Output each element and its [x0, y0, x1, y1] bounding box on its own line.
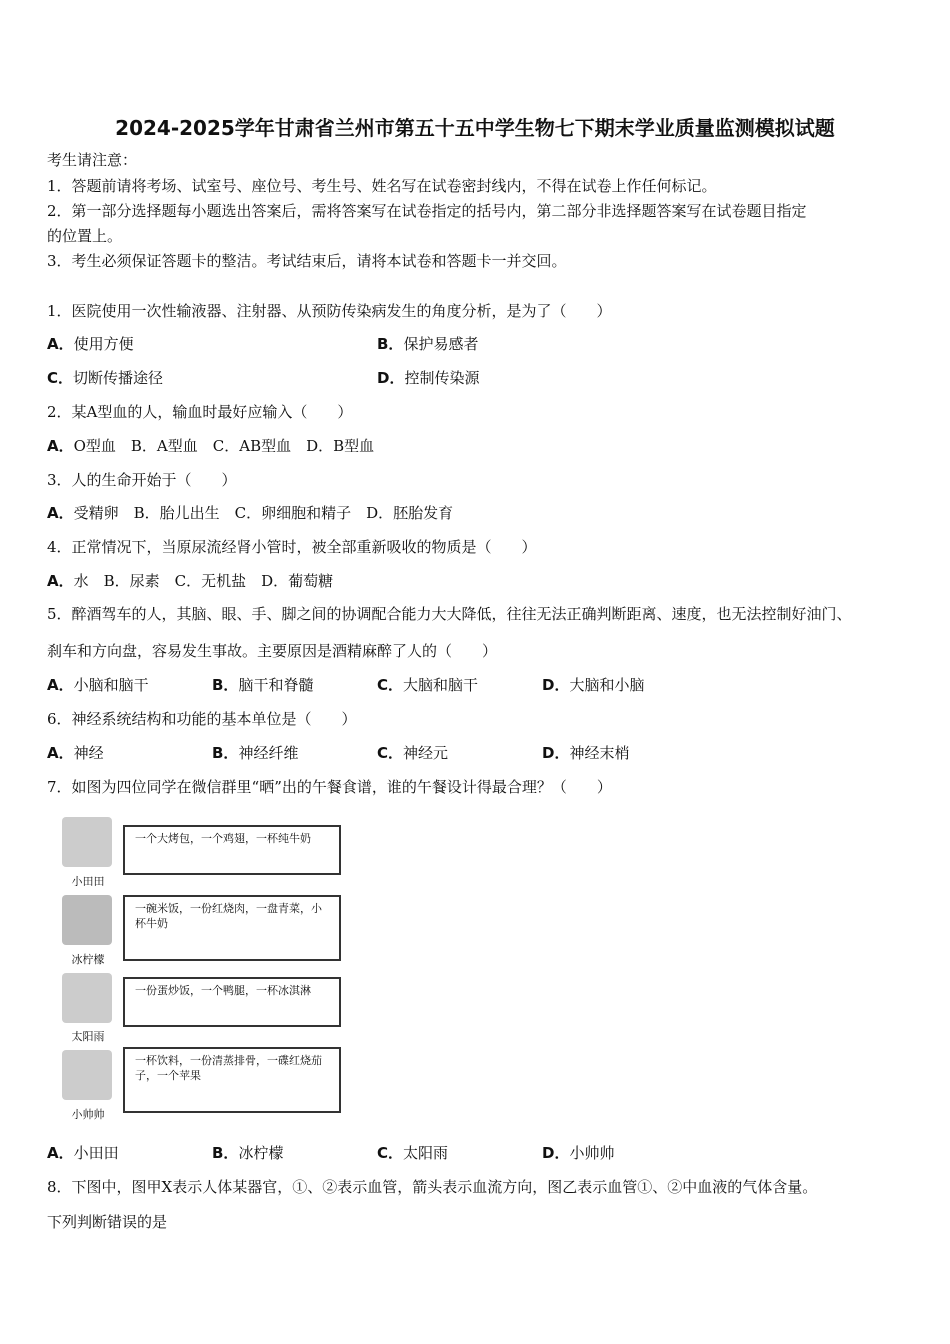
question-3: 3．人的生命开始于（ ）: [47, 471, 237, 489]
option-text: 保护易感者: [403, 335, 479, 353]
option-text: 神经: [73, 744, 104, 762]
option-letter: A．: [47, 437, 74, 455]
notice-line: 1．答题前请将考场、试室号、座位号、考生号、姓名写在试卷密封线内，不得在试卷上作任何标记。: [47, 177, 717, 195]
q5-option-b[interactable]: [212, 675, 313, 695]
notice-line: 2．第一部分选择题每小题选出答案后，需将答案写在试卷指定的括号内，第二部分非选择题答案写在试卷题目指定: [47, 202, 807, 220]
q5-option-c[interactable]: [377, 675, 478, 695]
student-name: 冰柠檬: [71, 953, 105, 966]
option-text: 小田田: [73, 1144, 119, 1162]
q1-option-b[interactable]: [377, 334, 478, 354]
option-letter: A．: [47, 572, 74, 590]
option-text: 大脑和脑干: [403, 676, 479, 694]
option-letter: B．: [212, 1144, 239, 1162]
option-text: 脑干和脊髓: [238, 676, 314, 694]
frog-avatar-icon: [62, 895, 112, 945]
question-8: 8．下图中，图甲X表示人体某器官，①、②表示血管，箭头表示血流方向，图乙表示血管①、②中血液的气体含量。: [47, 1178, 818, 1196]
lunch-menu-figure: [58, 815, 322, 1121]
question-6: 6．神经系统结构和功能的基本单位是（ ）: [47, 710, 357, 728]
option-text: 切断传播途径: [73, 369, 164, 387]
option-letter: B．: [212, 676, 239, 694]
q6-option-a[interactable]: [47, 743, 104, 763]
q6-option-b[interactable]: [212, 743, 298, 763]
question-4: 4．正常情况下，当原尿流经肾小管时，被全部重新吸收的物质是（ ）: [47, 538, 537, 556]
page-title: 2024-2025学年甘肃省兰州市第五十五中学生物七下期末学业质量监测模拟试题: [115, 116, 835, 140]
q7-option-a[interactable]: [47, 1143, 119, 1163]
option-letter: D．: [542, 676, 570, 694]
option-letter: B．: [212, 744, 239, 762]
q6-option-d[interactable]: [542, 743, 629, 763]
option-letter: C．: [377, 1144, 404, 1162]
q5-option-a[interactable]: [47, 675, 149, 695]
option-letter: D．: [542, 1144, 570, 1162]
option-text: 冰柠檬: [238, 1144, 284, 1162]
option-text: 小帅帅: [569, 1144, 615, 1162]
student-name: 小田田: [71, 875, 105, 888]
option-text: 太阳雨: [403, 1144, 449, 1162]
option-text: 控制传染源: [404, 369, 480, 387]
student-name: 小帅帅: [71, 1108, 105, 1121]
notice-line: 3．考生必须保证答题卡的整洁。考试结束后，请将本试卷和答题卡一并交回。: [47, 252, 567, 270]
option-text: 使用方便: [73, 335, 134, 353]
options-text: 水 B．尿素 C．无机盐 D．葡萄糖: [73, 572, 334, 590]
meal-box: 一碗米饭，一份红烧肉，一盘青菜，小杯牛奶: [123, 895, 341, 961]
notice-heading: 考生请注意：: [47, 151, 138, 169]
avatar-icon: [62, 817, 112, 867]
options-text: 受精卵 B．胎儿出生 C．卵细胞和精子 D．胚胎发育: [73, 504, 454, 522]
meal-box: 一份蛋炒饭，一个鸭腿，一杯冰淇淋: [123, 977, 341, 1027]
option-letter: C．: [377, 676, 404, 694]
question-5: 5．醉酒驾车的人，其脑、眼、手、脚之间的协调配合能力大大降低，往往无法正确判断距离、速度，也无法控制好油门、: [47, 605, 852, 623]
option-letter: A．: [47, 335, 74, 353]
option-letter: A．: [47, 676, 74, 694]
option-letter: C．: [377, 744, 404, 762]
q6-option-c[interactable]: [377, 743, 448, 763]
q7-option-b[interactable]: [212, 1143, 283, 1163]
meal-box: 一个大烤包，一个鸡翅，一杯纯牛奶: [123, 825, 341, 875]
option-letter: A．: [47, 744, 74, 762]
q7-option-c[interactable]: [377, 1143, 448, 1163]
q5-option-d[interactable]: [542, 675, 644, 695]
question-2: 2．某A型血的人，输血时最好应输入（ ）: [47, 403, 353, 421]
q7-option-d[interactable]: [542, 1143, 614, 1163]
option-letter: D．: [377, 369, 405, 387]
question-7: 7．如图为四位同学在微信群里“晒”出的午餐食谱，谁的午餐设计得最合理？（ ）: [47, 778, 612, 796]
option-letter: D．: [542, 744, 570, 762]
notice-line: 的位置上。: [47, 227, 123, 245]
option-text: 神经纤维: [238, 744, 299, 762]
option-letter: B．: [377, 335, 404, 353]
avatar-icon: [62, 973, 112, 1023]
q1-option-a[interactable]: [47, 334, 134, 354]
student-name: 太阳雨: [71, 1030, 105, 1043]
q1-option-c[interactable]: [47, 368, 163, 388]
option-text: 神经元: [403, 744, 449, 762]
option-text: 大脑和小脑: [569, 676, 645, 694]
meal-box: 一杯饮料，一份清蒸排骨，一碟红烧茄子，一个苹果: [123, 1047, 341, 1113]
avatar-icon: [62, 1050, 112, 1100]
option-text: 小脑和脑干: [73, 676, 149, 694]
option-letter: A．: [47, 504, 74, 522]
options-text: O型血 B．A型血 C．AB型血 D．B型血: [73, 437, 375, 455]
question-8-cont: 下列判断错误的是: [47, 1213, 168, 1231]
option-letter: A．: [47, 1144, 74, 1162]
q3-options[interactable]: [47, 503, 453, 523]
q4-options[interactable]: [47, 571, 333, 591]
option-letter: C．: [47, 369, 74, 387]
question-1: 1．医院使用一次性输液器、注射器、从预防传染病发生的角度分析，是为了（ ）: [47, 302, 612, 320]
q2-options[interactable]: [47, 436, 374, 456]
option-text: 神经末梢: [569, 744, 630, 762]
question-5-cont: 刹车和方向盘，容易发生事故。主要原因是酒精麻醉了人的（ ）: [47, 642, 498, 660]
q1-option-d[interactable]: [377, 368, 479, 388]
